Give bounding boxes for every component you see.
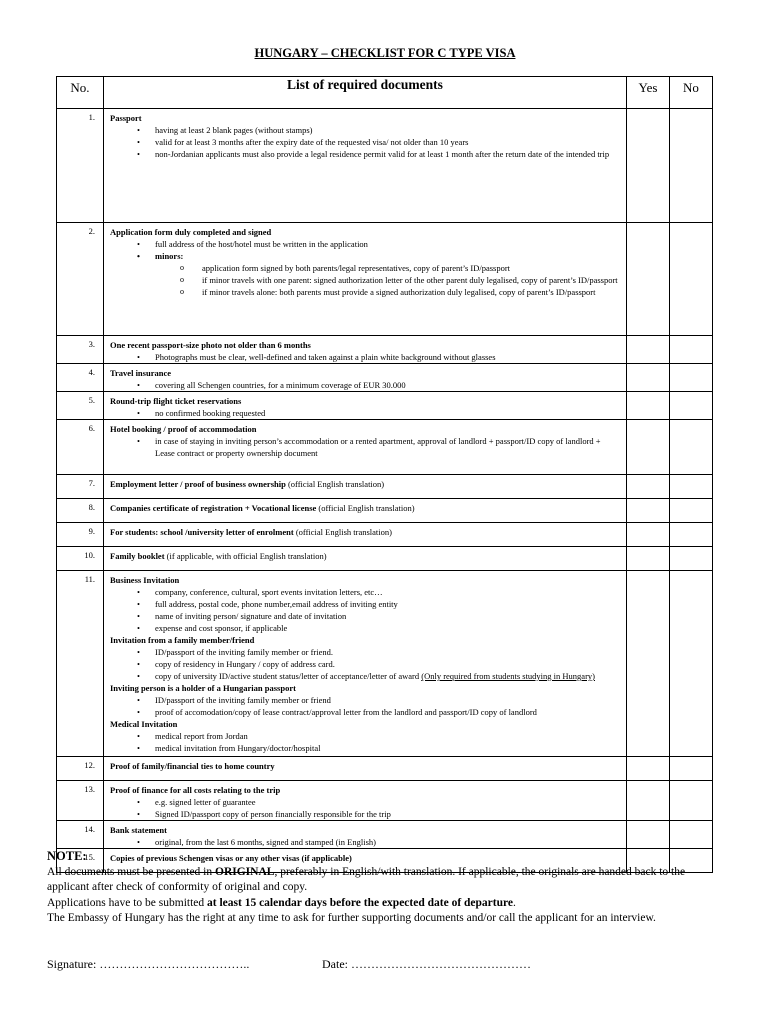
row-number: 4. [57, 364, 104, 392]
table-row [57, 475, 713, 499]
row-content [104, 757, 627, 781]
table-row [57, 364, 713, 392]
note-paragraph [47, 865, 727, 896]
row-heading: Hotel booking / proof of accommodation [110, 424, 257, 434]
table-row [57, 547, 713, 571]
row-heading: Application form duly completed and signed [110, 227, 272, 237]
list-item: • expense and cost sponsor, if applicable [110, 622, 620, 634]
no-checkbox-cell[interactable] [670, 781, 713, 821]
list-item: • ID/passport of the inviting family member or friend. [110, 646, 620, 658]
row-content [104, 547, 627, 571]
list-item: • valid for at least 3 months after the expiry date of the requested visa/ not older than 10 years [110, 136, 620, 148]
row-number: 15. [57, 849, 104, 873]
no-checkbox-cell[interactable] [670, 571, 713, 757]
list-item: • medical report from Jordan [110, 730, 620, 742]
list-item-text: copy of university ID/active student status/letter of acceptance/letter of award [155, 671, 422, 681]
yes-checkbox-cell[interactable] [627, 475, 670, 499]
yes-checkbox-cell[interactable] [627, 223, 670, 336]
row-heading: Family booklet [110, 551, 165, 561]
table-header-row [57, 77, 713, 109]
list-item: • Photographs must be clear, well-defined and taken against a plain white background without glasses [110, 351, 620, 363]
note-section [47, 849, 727, 927]
list-item [110, 670, 620, 682]
note-text: All documents must be presented in [47, 865, 215, 878]
no-checkbox-cell[interactable] [670, 523, 713, 547]
no-checkbox-cell[interactable] [670, 821, 713, 849]
row-number: 10. [57, 547, 104, 571]
table-row [57, 223, 713, 336]
row-content [104, 523, 627, 547]
row-content [104, 364, 627, 392]
row-content [104, 475, 627, 499]
row-content [104, 392, 627, 420]
row-number: 13. [57, 781, 104, 821]
row-heading: Travel insurance [110, 368, 171, 378]
row-note: (official English translation) [293, 527, 392, 537]
header-documents: List of required documents [104, 77, 627, 109]
row-note: (official English translation) [316, 503, 415, 513]
row-number: 9. [57, 523, 104, 547]
row-heading: For students: school /university letter of enrolment [110, 527, 294, 537]
table-row [57, 420, 713, 475]
section-heading: Inviting person is a holder of a Hungarian passport [110, 683, 296, 693]
row-content [104, 336, 627, 364]
section-heading: Medical Invitation [110, 719, 178, 729]
yes-checkbox-cell[interactable] [627, 781, 670, 821]
row-heading: Proof of family/financial ties to home country [110, 761, 275, 771]
list-item: • name of inviting person/ signature and date of invitation [110, 610, 620, 622]
row-content [104, 781, 627, 821]
no-checkbox-cell[interactable] [670, 364, 713, 392]
table-row [57, 781, 713, 821]
row-number: 5. [57, 392, 104, 420]
table-row [57, 336, 713, 364]
sub-list-item: o if minor travels with one parent: signed authorization letter of the other parent duly legalised, copy of parent’s ID/passport [110, 274, 620, 286]
no-checkbox-cell[interactable] [670, 109, 713, 223]
no-checkbox-cell[interactable] [670, 420, 713, 475]
list-item: • non-Jordanian applicants must also provide a legal residence permit valid for at least 1 month after the return date of the intended trip [110, 148, 620, 160]
row-content [104, 223, 627, 336]
sub-list-item: o application form signed by both parents/legal representatives, copy of parent’s ID/passport [110, 262, 620, 274]
row-number: 3. [57, 336, 104, 364]
row-content [104, 499, 627, 523]
note-text: Applications have to be submitted [47, 896, 208, 909]
no-checkbox-cell[interactable] [670, 336, 713, 364]
row-number: 1. [57, 109, 104, 223]
list-item: • in case of staying in inviting person’s accommodation or a rented apartment, approval of landlord + passport/ID copy of landlord + Lease contract or property ownership document [110, 435, 620, 459]
yes-checkbox-cell[interactable] [627, 336, 670, 364]
table-row [57, 757, 713, 781]
row-heading: One recent passport-size photo not older than 6 months [110, 340, 311, 350]
table-row [57, 499, 713, 523]
table-row [57, 571, 713, 757]
row-heading: Round-trip flight ticket reservations [110, 396, 242, 406]
row-heading: Copies of previous Schengen visas or any other visas (if applicable) [110, 853, 352, 863]
header-yes: Yes [627, 77, 670, 109]
row-content [104, 420, 627, 475]
row-content [104, 571, 627, 757]
row-number: 8. [57, 499, 104, 523]
yes-checkbox-cell[interactable] [627, 821, 670, 849]
row-heading: Passport [110, 113, 142, 123]
yes-checkbox-cell[interactable] [627, 547, 670, 571]
yes-checkbox-cell[interactable] [627, 523, 670, 547]
sub-list-item: o if minor travels alone: both parents must provide a signed authorization duly legalised, copy of parent’s ID/passport [110, 286, 620, 298]
table-row [57, 109, 713, 223]
row-heading: Bank statement [110, 825, 167, 835]
list-item: • company, conference, cultural, sport events invitation letters, etc… [110, 586, 620, 598]
row-number: 14. [57, 821, 104, 849]
section-heading: Invitation from a family member/friend [110, 635, 255, 645]
yes-checkbox-cell[interactable] [627, 757, 670, 781]
note-emphasis: at least 15 calendar days before the expected date of departure [207, 896, 513, 909]
list-item: • minors: [110, 250, 620, 262]
list-item: • having at least 2 blank pages (without stamps) [110, 124, 620, 136]
header-no: No. [57, 77, 104, 109]
list-item: • copy of residency in Hungary / copy of address card. [110, 658, 620, 670]
list-item: • covering all Schengen countries, for a minimum coverage of EUR 30.000 [110, 379, 620, 391]
list-item: • medical invitation from Hungary/doctor/hospital [110, 742, 620, 754]
row-content [104, 109, 627, 223]
note-paragraph [47, 896, 727, 912]
yes-checkbox-cell[interactable] [627, 109, 670, 223]
table-row [57, 392, 713, 420]
list-item: • ID/passport of the inviting family member or friend [110, 694, 620, 706]
no-checkbox-cell[interactable] [670, 392, 713, 420]
row-heading: Employment letter / proof of business ownership [110, 479, 286, 489]
table-row [57, 523, 713, 547]
section-heading: Business Invitation [110, 575, 180, 585]
note-paragraph: The Embassy of Hungary has the right at any time to ask for further supporting documents and/or call the applicant for an interview. [47, 912, 656, 924]
list-item: • e.g. signed letter of guarantee [110, 796, 620, 808]
list-item-condition: (Only required from students studying in Hungary) [421, 671, 595, 681]
header-no-column: No [670, 77, 713, 109]
no-checkbox-cell[interactable] [670, 547, 713, 571]
list-item: • Signed ID/passport copy of person financially responsible for the trip [110, 808, 620, 820]
list-item: • original, from the last 6 months, signed and stamped (in English) [110, 836, 620, 848]
row-note: (if applicable, with official English translation) [164, 551, 327, 561]
row-number: 7. [57, 475, 104, 499]
no-checkbox-cell[interactable] [670, 499, 713, 523]
note-emphasis: ORIGINAL [215, 865, 275, 878]
row-number: 11. [57, 571, 104, 757]
note-label: NOTE: [47, 849, 87, 863]
no-checkbox-cell[interactable] [670, 223, 713, 336]
table-row [57, 821, 713, 849]
date-line[interactable]: Date: ……………………………………… [322, 957, 531, 971]
list-item: • no confirmed booking requested [110, 407, 620, 419]
no-checkbox-cell[interactable] [670, 757, 713, 781]
signature-line[interactable]: Signature: ……………………………….. [47, 957, 250, 971]
note-text: , preferably in English/with translation. If applicable, the originals are handed back to the applicant after check of conformity of original and copy. [47, 865, 686, 893]
row-number: 2. [57, 223, 104, 336]
checklist-table [56, 76, 713, 873]
page-title: HUNGARY – CHECKLIST FOR C TYPE VISA [254, 46, 516, 60]
note-text: . [513, 896, 516, 909]
row-note: (official English translation) [285, 479, 385, 489]
row-heading: Companies certificate of registration + Vocational license [110, 503, 317, 513]
list-item: • full address, postal code, phone number,email address of inviting entity [110, 598, 620, 610]
list-item: • proof of accomodation/copy of lease contract/approval letter from the landlord and passport/ID copy of landlord [110, 706, 620, 718]
yes-checkbox-cell[interactable] [627, 392, 670, 420]
row-number: 6. [57, 420, 104, 475]
no-checkbox-cell[interactable] [670, 475, 713, 499]
row-number: 12. [57, 757, 104, 781]
yes-checkbox-cell[interactable] [627, 571, 670, 757]
yes-checkbox-cell[interactable] [627, 364, 670, 392]
list-item: • full address of the host/hotel must be written in the application [110, 238, 620, 250]
yes-checkbox-cell[interactable] [627, 420, 670, 475]
row-content [104, 821, 627, 849]
row-heading: Proof of finance for all costs relating to the trip [110, 785, 281, 795]
yes-checkbox-cell[interactable] [627, 499, 670, 523]
